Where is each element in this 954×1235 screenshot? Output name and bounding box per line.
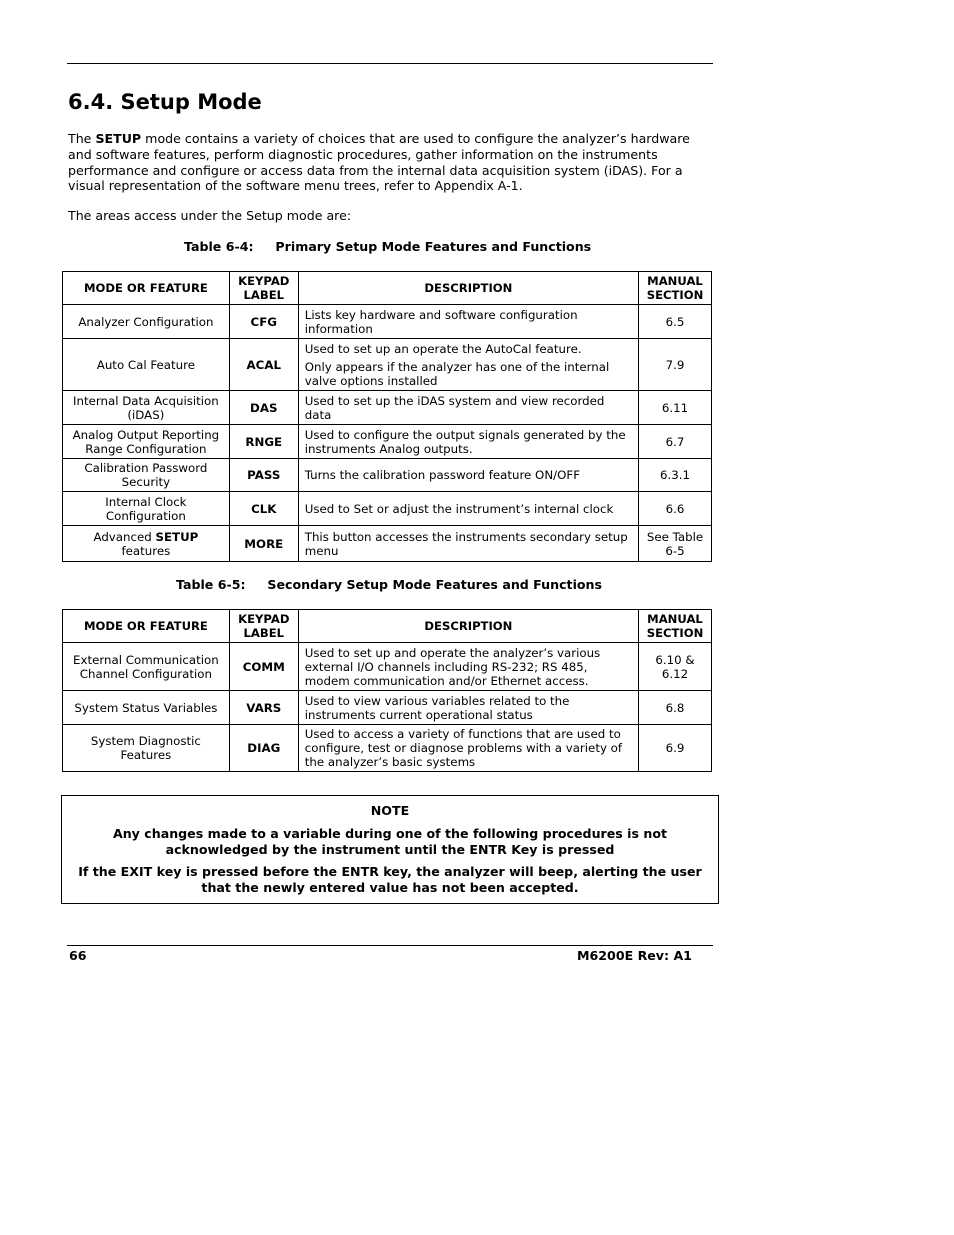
header-keypad: KEYPAD LABEL [229,610,298,643]
note-box [61,795,719,904]
note-line-2: If the EXIT key is pressed before the ENTR key, the analyzer will beep, alerting the user that the newly entered value has not been accepted. [78,864,702,896]
table-row [63,305,712,339]
primary-setup-table [62,271,712,562]
description-cell [298,339,638,391]
mode-cell: Calibration Password Security [63,459,230,492]
document-revision: M6200E Rev: A1 [577,948,692,963]
keypad-cell: PASS [229,459,298,492]
table-row [63,459,712,492]
description-cell: Used to set up and operate the analyzer’s various external I/O channels including RS-232; RS 485, modem communication and/or Ethernet access. [298,643,638,691]
section-cell: 6.6 [639,492,712,526]
intro-post: mode contains a variety of choices that are used to configure the analyzer’s hardware and software features, perform diagnostic procedures, gather information on the instruments performance and configure or access data from the internal data acquisition system (iDAS). For a visual representation of the software menu trees, refer to Appendix A-1. [68,131,690,194]
table-row [63,691,712,725]
secondary-setup-table [62,609,712,772]
footer-rule [67,945,713,946]
description-cell: This button accesses the instruments secondary setup menu [298,526,638,562]
keypad-cell: MORE [229,526,298,562]
section-cell: 6.11 [639,391,712,425]
description-cell: Used to Set or adjust the instrument’s internal clock [298,492,638,526]
mode-cell: Internal Data Acquisition (iDAS) [63,391,230,425]
mode-bold: SETUP [155,529,199,544]
description-cell: Lists key hardware and software configuration information [298,305,638,339]
keypad-cell: DIAG [229,725,298,772]
table-row [63,339,712,391]
keypad-cell: COMM [229,643,298,691]
keypad-cell: RNGE [229,425,298,459]
note-title: NOTE [370,803,410,818]
mode-pre: Advanced [93,529,156,544]
mode-cell: Auto Cal Feature [63,339,230,391]
description-line: Used to set up an operate the AutoCal feature. [304,341,582,356]
table-header-row [63,272,712,305]
keypad-cell: CFG [229,305,298,339]
header-mode: MODE OR FEATURE [63,272,230,305]
table-row [63,643,712,691]
keypad-cell: DAS [229,391,298,425]
table2-caption: Table 6-5: Secondary Setup Mode Features and Functions [176,577,603,592]
header-rule [67,63,713,64]
table1-caption: Table 6-4: Primary Setup Mode Features and Functions [184,239,592,254]
section-heading: 6.4. Setup Mode [68,90,262,114]
section-cell: 6.8 [639,691,712,725]
header-section: MANUAL SECTION [639,272,712,305]
header-description: DESCRIPTION [298,610,638,643]
page-number: 66 [69,948,87,963]
intro-paragraph [68,131,708,194]
keypad-cell: VARS [229,691,298,725]
areas-paragraph: The areas access under the Setup mode are: [68,208,352,223]
mode-cell: Internal Clock Configuration [63,492,230,526]
section-cell: See Table 6-5 [639,526,712,562]
mode-cell: System Diagnostic Features [63,725,230,772]
keypad-cell: ACAL [229,339,298,391]
section-cell: 6.10 & 6.12 [639,643,712,691]
intro-setup-bold: SETUP [95,131,142,146]
header-description: DESCRIPTION [298,272,638,305]
header-keypad: KEYPAD LABEL [229,272,298,305]
mode-cell: Analog Output Reporting Range Configuration [63,425,230,459]
description-cell: Used to set up the iDAS system and view recorded data [298,391,638,425]
intro-pre: The [68,131,96,146]
description-cell: Used to access a variety of functions that are used to configure, test or diagnose problems with a variety of the analyzer’s basic systems [298,725,638,772]
table-row [63,526,712,562]
section-cell: 6.5 [639,305,712,339]
section-cell: 7.9 [639,339,712,391]
keypad-cell: CLK [229,492,298,526]
table-header-row [63,610,712,643]
table-row [63,725,712,772]
mode-cell: Analyzer Configuration [63,305,230,339]
description-cell: Turns the calibration password feature ON/OFF [298,459,638,492]
mode-cell: System Status Variables [63,691,230,725]
mode-post: features [121,543,171,558]
table-row [63,425,712,459]
header-section: MANUAL SECTION [639,610,712,643]
mode-cell: External Communication Channel Configuration [63,643,230,691]
table-row [63,492,712,526]
description-line: Only appears if the analyzer has one of the internal valve options installed [304,359,610,388]
section-cell: 6.7 [639,425,712,459]
section-cell: 6.3.1 [639,459,712,492]
description-cell: Used to configure the output signals generated by the instruments Analog outputs. [298,425,638,459]
header-mode: MODE OR FEATURE [63,610,230,643]
section-cell: 6.9 [639,725,712,772]
description-cell: Used to view various variables related to the instruments current operational status [298,691,638,725]
mode-cell [63,526,230,562]
note-line-1: Any changes made to a variable during one of the following procedures is not acknowledged by the instrument until the ENTR Key is pressed [112,825,668,857]
table-row [63,391,712,425]
